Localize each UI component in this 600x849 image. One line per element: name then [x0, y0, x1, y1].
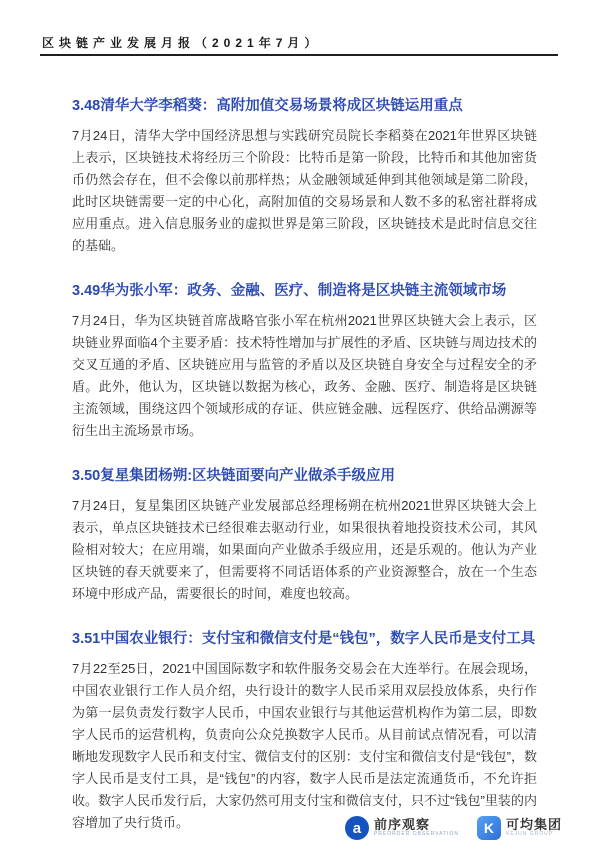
kejun-logo-name: 可均集团: [505, 817, 562, 833]
kejun-k-icon: K: [477, 816, 501, 840]
section-body-3-49: 7月24日，华为区块链首席战略官张小军在杭州2021世界区块链大会上表示，区块链业界面临4个主要矛盾：技术特性增加与扩展性的矛盾、区块链与周边技术的交叉互通的矛盾、区块链应用与监管的矛盾以及区块链自身安全与过程安全的矛盾。此外，他认为，区块链以数据为核心，政务、金融、医疗、制造将是区块链主流领域，围绕这四个领域形成的存证、供应链金融、远程医疗、供给品溯源等衍生出主流场景市场。: [72, 313, 537, 438]
document-content: [0, 93, 600, 849]
kejun-logo-subtext: KEJUN GROUP: [505, 831, 554, 838]
section-3-49: [72, 278, 537, 442]
section-3-50: [72, 463, 537, 605]
qianxu-logo-subtext: PREORDER OBSERVATION: [373, 831, 459, 838]
kejun-logo-text: [506, 818, 562, 838]
kejun-group-logo: [477, 816, 562, 840]
section-heading-3-50: 3.50复星集团杨朔:区块链面要向产业做杀手级应用: [72, 468, 396, 484]
section-heading-3-51: 3.51中国农业银行：支付宝和微信支付是“钱包”，数字人民币是支付工具: [72, 631, 536, 647]
page-footer: [345, 816, 562, 840]
qianxu-logo-name: 前序观察: [373, 817, 430, 833]
section-body-3-50: 7月24日，复星集团区块链产业发展部总经理杨朔在杭州2021世界区块链大会上表示，单点区块链技术已经很难去驱动行业，如果很执着地投资技术公司，其风险相对较大；在应用端，如果面向产业做杀手级应用，还是乐观的。他认为产业区块链的春天就要来了，但需要将不同话语体系的产业资源整合，放在一个生态环境中形成产品，需要很长的时间，难度也较高。: [72, 498, 537, 601]
section-heading-3-48: 3.48清华大学李稻葵：高附加值交易场景将成区块链运用重点: [72, 98, 463, 114]
header-divider: [40, 54, 558, 56]
qianxu-observation-logo: [345, 816, 459, 840]
page-header: [0, 0, 600, 60]
section-3-51: [72, 626, 537, 834]
report-title: 区块链产业发展月报（2021年7月）: [42, 36, 322, 50]
section-3-48: [72, 93, 537, 257]
qianxu-circle-icon: a: [345, 816, 369, 840]
section-body-3-51: 7月22至25日，2021中国国际数字和软件服务交易会在大连举行。在展会现场，中国农业银行工作人员介绍，央行设计的数字人民币采用双层投放体系，央行作为第一层负责发行数字人民币，中国农业银行与其他运营机构作为第二层，即数字人民币的运营机构，负责向公众兑换数字人民币。从目前试点情况看，可以清晰地发现数字人民币和支付宝、微信支付的区别：支付宝和微信支付是“钱包”，数字人民币是支付工具，是“钱包”的内容，数字人民币是法定流通货币，不允许拒收。数字人民币发行后，大家仍然可用支付宝和微信支付，只不过“钱包”里装的内容增加了央行货币。: [72, 661, 537, 830]
section-heading-3-49: 3.49华为张小军：政务、金融、医疗、制造将是区块链主流领域市场: [72, 283, 507, 299]
section-body-3-48: 7月24日，清华大学中国经济思想与实践研究员院长李稻葵在2021年世界区块链上表示，区块链技术将经历三个阶段：比特币是第一阶段，比特币和其他加密货币仍然会存在，但不会像以前那样热；从金融领域延伸到其他领域是第二阶段，此时区块链需要一定的中心化，高附加值的交易场景和人数不多的私密社群将成应用重点。进入信息服务业的虚拟世界是第三阶段，区块链技术是此时信息交往的基础。: [72, 128, 537, 253]
qianxu-logo-text: [374, 818, 459, 838]
